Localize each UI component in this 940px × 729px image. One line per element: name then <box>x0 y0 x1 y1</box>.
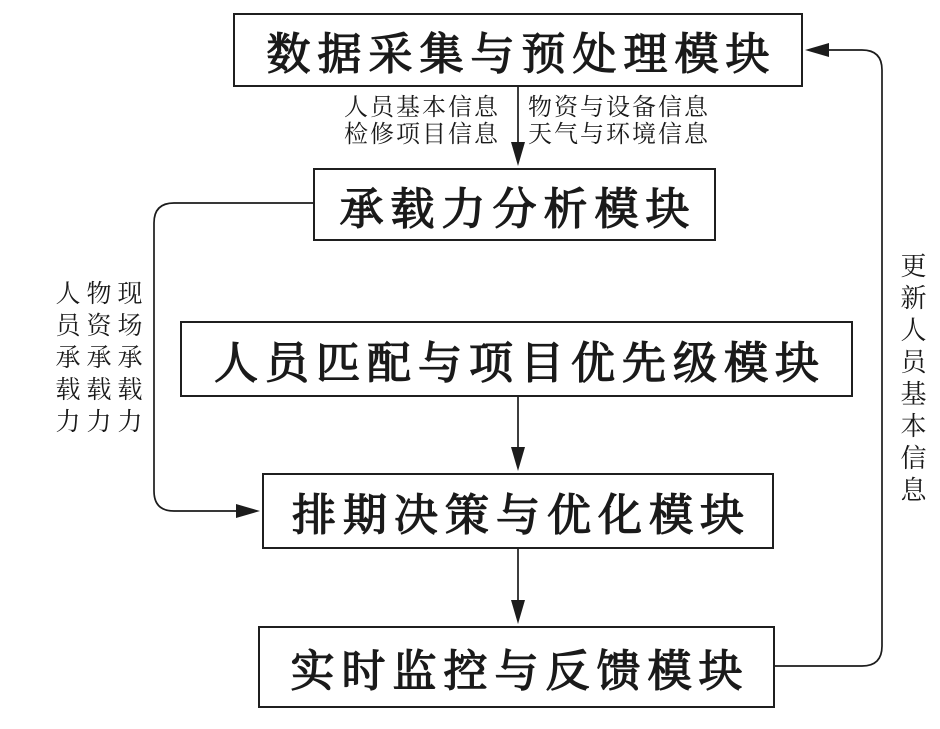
box-capacity-analysis-module <box>313 168 716 241</box>
box-label: 实时监控与反馈模块 <box>290 647 750 696</box>
arrowhead-left-icon <box>805 43 829 57</box>
feedback-label: 更新人员基本信息 <box>897 252 926 508</box>
input-label: 人员基本信息 <box>344 95 500 121</box>
box-label: 排期决策与优化模块 <box>292 491 751 540</box>
box-label: 人员匹配与项目优先级模块 <box>214 339 826 388</box>
output-label-personnel-capacity: 人员承载力 <box>52 280 79 440</box>
flow-arrow-collection-to-capacity <box>511 87 525 166</box>
arrowhead-down-icon <box>511 600 525 624</box>
box-label: 承载力分析模块 <box>339 184 697 234</box>
flow-arrow-matching-to-scheduling <box>511 397 525 471</box>
input-labels-right <box>528 95 710 149</box>
arrowhead-down-icon <box>511 142 525 166</box>
input-labels-left <box>330 95 500 149</box>
box-data-collection-module <box>233 13 803 87</box>
arrowhead-right-icon <box>236 504 260 518</box>
box-scheduling-module <box>262 473 774 549</box>
input-label: 检修项目信息 <box>344 122 500 148</box>
output-label-site-capacity: 现场承载力 <box>114 280 141 440</box>
input-label: 物资与设备信息 <box>528 95 710 121</box>
arrowhead-down-icon <box>511 447 525 471</box>
box-label: 数据采集与预处理模块 <box>266 30 777 79</box>
flow-arrow-scheduling-to-monitoring <box>511 549 525 624</box>
box-personnel-matching-module <box>180 321 853 397</box>
output-label-material-capacity: 物资承载力 <box>83 280 110 440</box>
input-label: 天气与环境信息 <box>528 122 710 148</box>
box-monitoring-module <box>258 626 775 708</box>
